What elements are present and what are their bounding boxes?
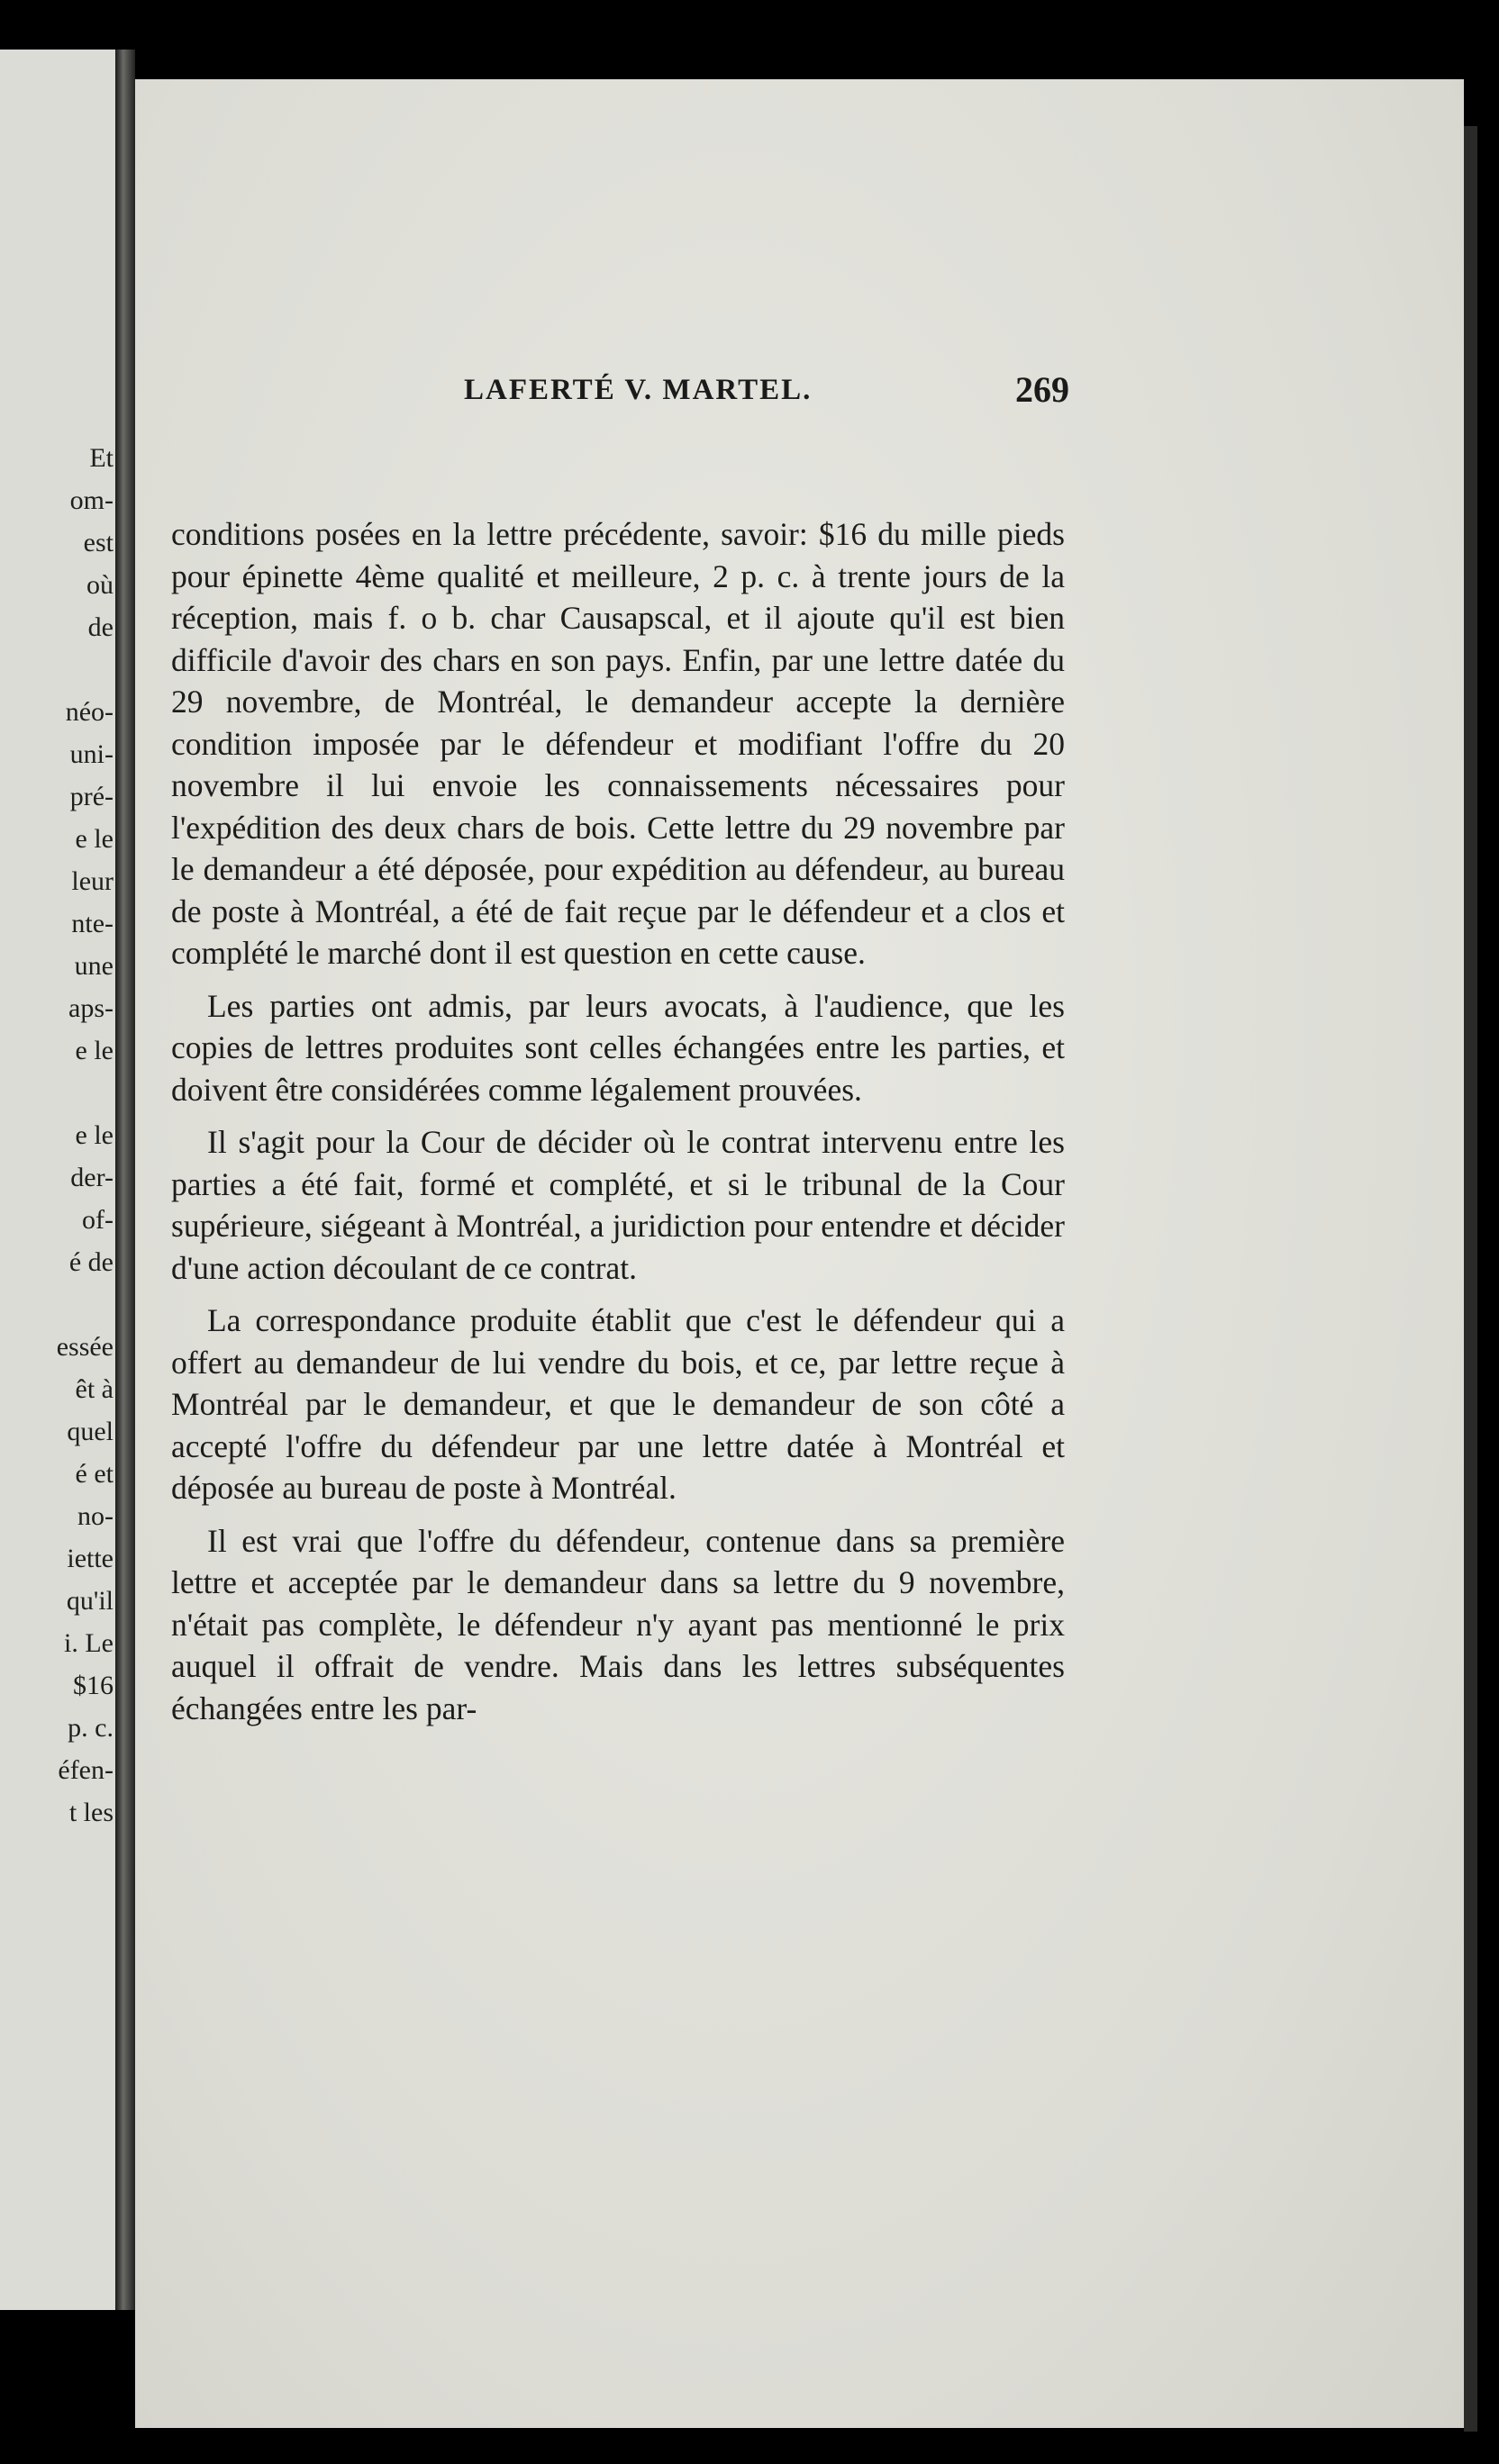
- left-page-fragment: qu'il: [66, 1586, 114, 1616]
- running-title: LAFERTÉ V. MARTEL.: [464, 374, 813, 406]
- left-page-fragment: iette: [67, 1544, 114, 1573]
- left-page-fragment: p. c.: [68, 1713, 114, 1743]
- page-number: 269: [1015, 369, 1069, 410]
- left-page-fragment: i. Le: [64, 1628, 114, 1658]
- paragraph: Il s'agit pour la Cour de décider où le contrat intervenu entre les parties a été fait, formé et complété, et si le tribunal de la Cour supérieure, siégeant à Montréal, a juridiction pour entendre et décider d'une action découlant de ce contrat.: [171, 1124, 1065, 1286]
- left-page-fragment: quel: [67, 1417, 114, 1446]
- previous-page-edge: [0, 50, 123, 2310]
- left-page-fragment: e le: [75, 1036, 114, 1065]
- left-page-fragment: où: [86, 570, 114, 600]
- left-page-fragment: of-: [82, 1205, 114, 1235]
- left-page-fragment: une: [74, 951, 114, 981]
- left-page-fragment: êt à: [75, 1374, 114, 1404]
- paragraph: Les parties ont admis, par leurs avocats, à l'audience, que les copies de lettres produites sont celles échangées entre les parties, et doivent être considérées comme légalement prouvées.: [171, 987, 1065, 1108]
- left-page-fragment: é et: [75, 1459, 114, 1489]
- left-page-fragment: om-: [69, 485, 114, 515]
- left-page-fragment: de: [87, 612, 114, 642]
- left-page-fragment: é de: [68, 1247, 114, 1277]
- left-page-fragment: nte-: [71, 909, 114, 938]
- left-page-fragment: e le: [75, 1120, 114, 1150]
- left-page-fragment: Et: [89, 443, 114, 473]
- left-page-fragment: éfen-: [58, 1755, 114, 1785]
- running-head: [311, 369, 1069, 419]
- page-edge: [1464, 126, 1477, 2432]
- left-page-fragment: $16: [73, 1671, 114, 1700]
- left-page-fragment: no-: [77, 1501, 114, 1531]
- body-text: [171, 513, 1065, 1740]
- left-page-fragment: der-: [70, 1163, 114, 1192]
- left-page-fragment: uni-: [69, 739, 114, 769]
- paragraph: La correspondance produite établit que c'est le défendeur qui a offert au demandeur de lui vendre du bois, et ce, par lettre reçue à Montréal par le demandeur, et que le demandeur de son côté a accepté l'offre du défendeur par une lettre datée à Montréal et déposée au bureau de poste à Montréal.: [171, 1302, 1065, 1506]
- left-page-fragment: essée: [56, 1332, 114, 1362]
- left-page-fragment: leur: [71, 866, 114, 896]
- left-page-fragment: pré-: [69, 782, 114, 811]
- left-page-fragment: t les: [68, 1798, 114, 1827]
- left-page-fragment: est: [83, 528, 114, 557]
- left-page-fragment: néo-: [65, 697, 114, 727]
- left-page-fragment: aps-: [68, 993, 114, 1023]
- paragraph: conditions posées en la lettre précédente, savoir: $16 du mille pieds pour épinette 4ème qualité et meilleure, 2 p. c. à trente jours de la réception, mais f. o b. char Causapscal, et il ajoute qu'il est bien difficile d'avoir des chars en son pays. Enfin, par une lettre datée du 29 novembre, de Montréal, le demandeur accepte la dernière condition imposée par le défendeur et modifiant l'offre du 20 novembre il lui envoie les connaissements nécessaires pour l'expédition des deux chars de bois. Cette lettre du 29 novembre par le demandeur a été déposée, pour expédition au défendeur, au bureau de poste à Montréal, a été de fait reçue par le défendeur et a clos et complété le marché dont il est question en cette cause.: [171, 516, 1065, 971]
- paragraph: Il est vrai que l'offre du défendeur, contenue dans sa première lettre et acceptée par le demandeur dans sa lettre du 9 novembre, n'était pas complète, le défendeur n'y ayant pas mentionné le prix auquel il offrait de vendre. Mais dans les lettres subséquentes échangées entre les par-: [171, 1522, 1065, 1726]
- book-gutter: [115, 50, 135, 2310]
- left-page-fragment: e le: [75, 824, 114, 854]
